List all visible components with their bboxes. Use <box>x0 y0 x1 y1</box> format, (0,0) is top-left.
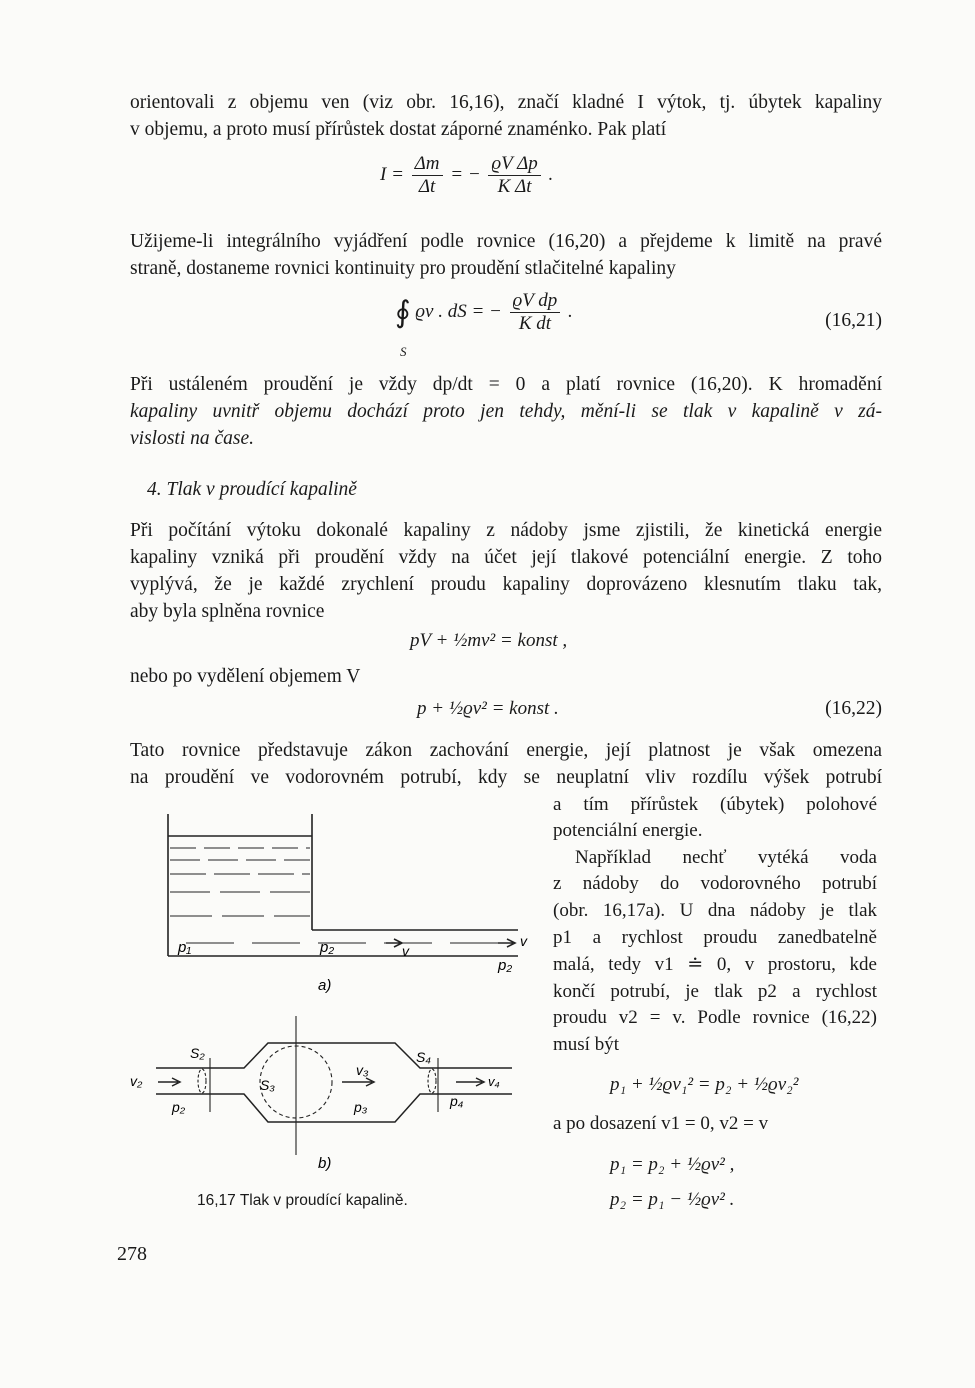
equation-bernoulli: p + ½ϱv² = konst . <box>417 698 559 719</box>
eq-operator: = − <box>450 163 481 185</box>
eq-lhs: ϱv . dS = − <box>415 300 502 322</box>
equation-p2: p₂ = p₁ − ½ϱv² . <box>610 1189 735 1210</box>
text-line: a po dosazení v1 = 0, v2 = v <box>553 1113 769 1134</box>
equation-p1: p₁ = p₂ + ½ϱv² , <box>610 1154 735 1175</box>
text-line: musí být <box>553 1034 619 1055</box>
flow-arrow-icon <box>342 1078 374 1086</box>
text-line: straně, dostaneme rovnici kontinuity pro proudění stlačitelné kapaliny <box>130 258 676 279</box>
section-heading: 4. Tlak v proudící kapalině <box>147 479 357 500</box>
figure-label-b: b) <box>318 1155 332 1172</box>
eq-fraction <box>510 290 561 335</box>
text-line: vislosti na čase. <box>130 428 255 449</box>
contour-integral-sign: ∮ <box>395 296 411 329</box>
figure-caption: 16,17 Tlak v proudící kapalině. <box>197 1192 408 1209</box>
flow-arrow-icon <box>456 1078 484 1086</box>
figure-b-venturi <box>156 1016 512 1155</box>
figure-label-a: a) <box>318 977 332 994</box>
text-line: v objemu, a proto musí přírůstek dostat záporné znaménko. Pak platí <box>130 119 667 140</box>
text-line: vyplývá, že je každé zrychlení proudu kapaliny doprovázeno klesnutím tlaku tak, <box>130 574 882 595</box>
label-v: v <box>402 943 409 959</box>
eq-numerator: Δm <box>412 153 443 176</box>
text-line: kapaliny vzniká při proudění vždy na účet její tlakové potenciální energie. Z toho <box>130 547 882 568</box>
label-p4: p₄ <box>450 1093 464 1109</box>
eq-lhs: I = <box>380 163 404 185</box>
eq-denominator: K Δt <box>497 176 532 197</box>
text-line: Tato rovnice představuje zákon zachování energie, její platnost je však omezena <box>130 740 882 761</box>
equation-outflow <box>380 153 553 198</box>
text-line: p1 a rychlost proudu zanedbatelně <box>553 927 877 948</box>
figure-pressure-flow <box>120 800 540 1180</box>
equation-number: (16,22) <box>825 698 882 719</box>
cross-section-s4 <box>428 1069 436 1093</box>
text-line: na proudění ve vodorovném potrubí, kdy se neuplatní vliv rozdílu výšek potrubí <box>130 767 882 788</box>
text-line: Například nechť vytéká voda <box>575 847 877 868</box>
label-p2-b: p₂ <box>172 1099 186 1115</box>
label-s2: S₂ <box>190 1045 205 1061</box>
eq-end: . <box>568 300 573 322</box>
text-line: nebo po vydělení objemem V <box>130 666 361 687</box>
eq-denominator: K dt <box>518 313 552 334</box>
equation-energy: pV + ½mv² = konst , <box>410 630 568 651</box>
label-v-end: v <box>520 933 527 949</box>
label-p3: p₃ <box>354 1099 368 1115</box>
text-line: Při ustáleném proudění je vždy dp/dt = 0 a platí rovnice (16,20). K hromadění <box>130 374 882 395</box>
flow-arrow-icon <box>498 939 515 947</box>
figure-a-vessel <box>168 814 518 956</box>
eq-fraction <box>488 153 540 198</box>
flow-arrow-icon <box>158 1078 180 1086</box>
integral-subscript: S <box>400 344 407 359</box>
label-p1: p₁ <box>178 939 192 956</box>
eq-fraction <box>412 153 443 198</box>
equation-number: (16,21) <box>825 310 882 331</box>
label-v2: v₂ <box>130 1073 143 1089</box>
eq-end: . <box>548 163 554 185</box>
text-line: Užijeme-li integrálního vyjádření podle rovnice (16,20) a přejdeme k limitě na pravé <box>130 231 882 252</box>
page-number: 278 <box>117 1243 147 1265</box>
text-line: potenciální energie. <box>553 820 703 841</box>
text-line: (obr. 16,17a). U dna nádoby je tlak <box>553 900 877 921</box>
text-line: končí potrubí, je tlak p2 a rychlost <box>553 981 877 1002</box>
label-s3: S₃ <box>260 1077 275 1093</box>
equation-continuity <box>395 290 573 335</box>
venturi-upper-wall <box>156 1043 512 1068</box>
text-line: aby byla splněna rovnice <box>130 601 325 622</box>
text-line: kapaliny uvnitř objemu dochází proto jen tehdy, mění-li se tlak v kapalině v zá- <box>130 401 882 422</box>
equation-substitution: p₁ + ½ϱv₁² = p₂ + ½ϱv₂² <box>610 1074 799 1095</box>
text-line: malá, tedy v1 ≐ 0, v prostoru, kde <box>553 954 877 975</box>
eq-denominator: Δt <box>418 176 436 197</box>
eq-numerator: ϱV dp <box>510 290 561 313</box>
cross-section-s2 <box>198 1069 206 1093</box>
flow-arrow-icon <box>386 939 402 947</box>
text-line: a tím přírůstek (úbytek) polohové <box>553 794 877 815</box>
text-line: Při počítání výtoku dokonalé kapaliny z nádoby jsme zjistili, že kinetická energie <box>130 520 882 541</box>
text-line: orientovali z objemu ven (viz obr. 16,16), značí kladné I výtok, tj. úbytek kapaliny <box>130 92 882 113</box>
text-line: z nádoby do vodorovného potrubí <box>553 873 877 894</box>
label-v4: v₄ <box>488 1074 500 1089</box>
label-p2-outlet: p₂ <box>498 957 513 974</box>
label-p2: p₂ <box>320 939 335 956</box>
label-v3: v₃ <box>356 1062 369 1078</box>
text-line: proudu v2 = v. Podle rovnice (16,22) <box>553 1007 877 1028</box>
eq-numerator: ϱV Δp <box>488 153 540 176</box>
label-s4: S₄ <box>416 1049 431 1065</box>
